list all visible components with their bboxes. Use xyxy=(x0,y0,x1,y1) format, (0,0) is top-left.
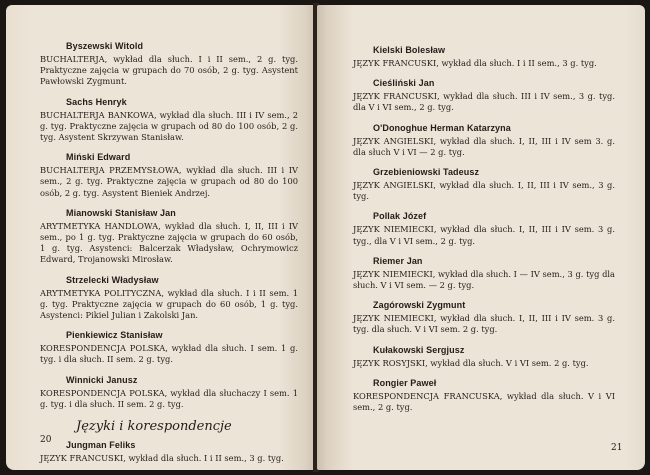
lecturer-entry xyxy=(353,300,615,335)
lecturer-name: Jungman Feliks xyxy=(66,440,136,451)
course-description: KORESPONDENCJA POLSKA, wykład dla słuchaczy I sem. 1 g. tyg. i dla słuch. II sem. 2 g. tyg. xyxy=(40,387,298,409)
lecturer-name: Byszewski Witold xyxy=(66,41,144,51)
course-description: JĘZYK ROSYJSKI, wykład dla słuch. V i VI sem. 2 g. tyg. xyxy=(353,357,589,368)
right-entries-list xyxy=(353,45,615,413)
lecturer-entry xyxy=(40,330,298,365)
lecturer-entry xyxy=(40,208,298,266)
lecturer-name: Kielski Bolesław xyxy=(373,45,446,55)
course-description: JĘZYK NIEMIECKI, wykład dla słuch. I — IV sem., 3 g. tyg dla słuch. V i VI sem. — 2 g. tyg. xyxy=(353,268,615,291)
course-description: BUCHALTERJA BANKOWA, wykład dla słuch. III i IV sem., 2 g. tyg. Praktyczne zajęcia w grupach od 80 do 100 osób, 2 g. tyg. Asystent Skrzywan Stanisław. xyxy=(40,109,298,143)
right-page xyxy=(317,5,645,470)
lecturer-entry xyxy=(353,123,615,158)
lecturer-entry xyxy=(40,440,298,464)
course-description: ARYTMETYKA POLITYCZNA, wykład dla słuch. I i II sem. 1 g. tyg. Praktyczne zajęcia w grupach do 60 osób, 1 g. tyg. Asystenci: Pikiel Julian i Zakolski Jan. xyxy=(40,287,298,321)
lecturer-entry xyxy=(40,152,298,199)
course-description: KORESPONDENCJA FRANCUSKA, wykład dla słuch. V i VI sem., 2 g. tyg. xyxy=(353,390,615,413)
course-description: JĘZYK FRANCUSKI, wykład dla słuch. III i IV sem., 3 g. tyg. dla V i VI sem., 2 g. tyg. xyxy=(353,91,615,113)
lecturer-name: Miński Edward xyxy=(66,152,131,163)
lecturer-name: Rongier Paweł xyxy=(373,377,437,388)
course-description: JĘZYK ANGIELSKI, wykład dla słuch. I, II, III i IV sem., 3 g. tyg. xyxy=(353,180,615,202)
left-entries-list xyxy=(40,41,298,410)
course-description: BUCHALTERJA, wykład dla słuch. I i II sem., 2 g. tyg. Praktyczne zajęcia w grupach do 70 osób, 2 g. tyg. Asystent Pawłowski Zygmunt. xyxy=(40,54,298,87)
lecturer-entry xyxy=(40,97,298,144)
right-page-content xyxy=(353,45,615,422)
lecturer-entry xyxy=(353,345,615,369)
lecturer-name: Riemer Jan xyxy=(373,255,423,266)
lecturer-name: Pienkiewicz Stanisław xyxy=(66,330,163,341)
course-description: JĘZYK ANGIELSKI, wykład dla słuch. I, II, III i IV sem 3. g. dla słuch V i VI — 2 g. tyg. xyxy=(353,135,615,157)
course-description: JĘZYK NIEMIECKI, wykład dla słuch. I, II, III i IV sem. 3 g. tyg., dla V i VI sem., 2 g. tyg. xyxy=(353,224,615,246)
course-description: BUCHALTERJA PRZEMYSŁOWA, wykład dla słuch. III i IV sem., 2 g. tyg. Praktyczne zajęcia w grupach od 80 do 100 osób, 2 g. tyg. Asystent Bieniek Andrzej. xyxy=(40,165,298,198)
lecturer-name: Pollak Józef xyxy=(373,211,427,222)
lecturer-entry xyxy=(353,211,615,246)
section-title: Języki i korespondencje xyxy=(76,419,232,435)
lecturer-name: O'Donoghue Herman Katarzyna xyxy=(373,122,511,133)
course-description: JĘZYK FRANCUSKI, wykład dla słuch. I i II sem., 3 g. tyg. xyxy=(40,453,284,464)
course-description: KORESPONDENCJA POLSKA, wykład dla słuch. I sem. 1 g. tyg. i dla słuch. II sem. 2 g. tyg. xyxy=(40,343,298,365)
lecturer-name: Mianowski Stanisław Jan xyxy=(66,207,176,218)
lecturer-entry xyxy=(40,375,298,410)
lecturer-entry xyxy=(40,275,298,322)
lecturer-name: Winnicki Janusz xyxy=(66,374,138,385)
left-entries-after-list xyxy=(40,440,298,464)
page-number-right: 21 xyxy=(611,443,623,453)
course-description: ARYTMETYKA HANDLOWA, wykład dla słuch. I, II, III i IV sem., po 1 g. tyg. Praktyczne zajęcia w grupach do 60 osób, 1 g. tyg. Asystenci: Balcerzak Władysław, Ochrymowicz Edward, Trojanowski Mirosław. xyxy=(40,220,298,265)
lecturer-name: Kułakowski Sergjusz xyxy=(373,344,465,355)
lecturer-entry xyxy=(353,78,615,113)
page-number-left: 20 xyxy=(40,435,52,445)
course-description: JĘZYK NIEMIECKI, wykład dla słuch. I, II, III i IV sem. 3 g. tyg. dla słuch. V i VI sem. 2 g. tyg. xyxy=(353,313,615,335)
lecturer-name: Grzebieniowski Tadeusz xyxy=(373,167,480,178)
lecturer-entry xyxy=(353,45,615,69)
lecturer-entry xyxy=(353,378,615,413)
lecturer-entry xyxy=(40,41,298,88)
course-description: JĘZYK FRANCUSKI, wykład dla słuch. I i II sem., 3 g. tyg. xyxy=(353,58,597,68)
lecturer-name: Sachs Henryk xyxy=(66,96,127,107)
left-page-content xyxy=(40,41,298,470)
lecturer-entry xyxy=(353,256,615,291)
lecturer-name: Strzelecki Władysław xyxy=(66,274,159,285)
lecturer-name: Cieśliński Jan xyxy=(373,78,435,89)
lecturer-name: Zagórowski Zygmunt xyxy=(373,300,466,311)
lecturer-entry xyxy=(353,167,615,202)
left-page xyxy=(6,5,315,470)
